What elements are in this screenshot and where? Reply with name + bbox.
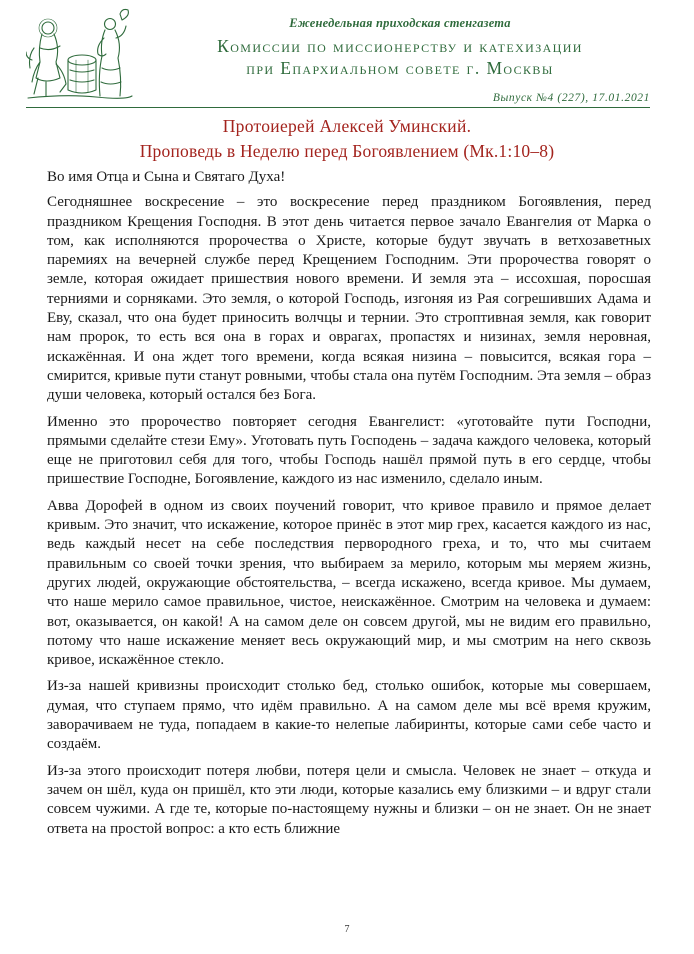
paragraph: Из-за этого происходит потеря любви, потеря цели и смысла. Человек не знает – откуда и зачем он шёл, куда он пришёл, кто эти люди, которые казались ему близкими – и вдруг стали совсем чужими. А где те, которые по-настоящему нужны и близки – он не знает. Он не знает ответа на простой вопрос: а кто есть ближние [47,762,651,837]
page-number: 7 [344,924,350,935]
paragraph: Сегодняшнее воскресение – это воскресение перед праздником Богоявления, перед праздником Крещения Господня. В этот день читается первое зачало Евангелия от Марка о том, как исполняются пророчества о Христе, которые будут звучать в ветхозаветных паремиях на вечерней службе перед Крещением Господним. Эти пророчества говорят о земле, которая ожидает пришествия нового времени. И земля эта – иссохшая, поросшая терниями и сорняками. Это земля, о которой Господь, изгоняя из Рая согрешивших Адама и Еву, сказал, что она будет приносить волчцы и тернии. Это строптивная земля, как говорит нам пророк, то есть вся она в горах и оврагах, пропастях и низинах, земля неровная, искажённая. И она ждет того времени, когда всякая низина – повысится, всякая гора – смирится, кривые пути станут ровными, чтобы стала она путём Господним. Эта земля – образ души человека, который остался без Бога. [47,194,651,404]
commission-line-2: при Епархиальном совете г. Москвы [246,58,554,78]
article-author: Протоиерей Алексей Уминский. [222,116,472,136]
commission-line-1: Комиссии по миссионерству и катехизации [217,36,583,56]
header-divider [26,107,650,108]
paragraph: Авва Дорофей в одном из своих поучений говорит, что кривое правило и прямое делает кривым. Это значит, что искажение, которое принёс в этот мир грех, касается каждого из нас, ведь каждый несет на себе последствия первородного греха, и то, что мы считаем правильным со своей точки зрения, что выбираем за мерило, которым мы меряем жизнь, других людей, окружающие обстоятельства, – всегда искажено, всегда кривое. Мы думаем, что наше мерило самое правильное, чистое, неискажённое. Смотрим на человека и думаем: вот, оказывается, он какой! А на самом деле он совсем другой, мы не видим его правильно, потому что наше искажение меняет весь окружающий мир, и мы смотрим на него сквозь кривое, искажённое стекло. [47,497,651,669]
article-title: Проповедь в Неделю перед Богоявлением (Мк.1:10–8) [139,141,555,161]
newspaper-label: Еженедельная приходская стенгазета [289,16,511,30]
article-body [47,168,651,846]
paragraph: Именно это пророчество повторяет сегодня Евангелист: «уготовайте пути Господни, прямыми сделайте стези Ему». Уготовать путь Господень – задача каждого человека, который еще не приготовил себя для того, чтобы Господь нашёл прямой путь в его сердце, чтобы пришествие Господне, Богоявление, каждого из нас изменило, сделало иным. [47,413,651,488]
issue-number: Выпуск №4 (227), 17.01.2021 [492,92,650,104]
well-scene-logo-icon [26,8,134,104]
paragraph: Из-за нашей кривизны происходит столько бед, столько ошибок, которые мы совершаем, думая, что ступаем прямо, что идём правильно. А на самом деле мы всё время кружим, заворачиваем не туда, попадаем в какие-то нелепые лабиринты, которые сами себе часто и создаём. [47,678,651,753]
paragraph-invocation: Во имя Отца и Сына и Святаго Духа! [47,169,286,185]
commission-title [150,35,650,79]
page-header [0,0,694,112]
